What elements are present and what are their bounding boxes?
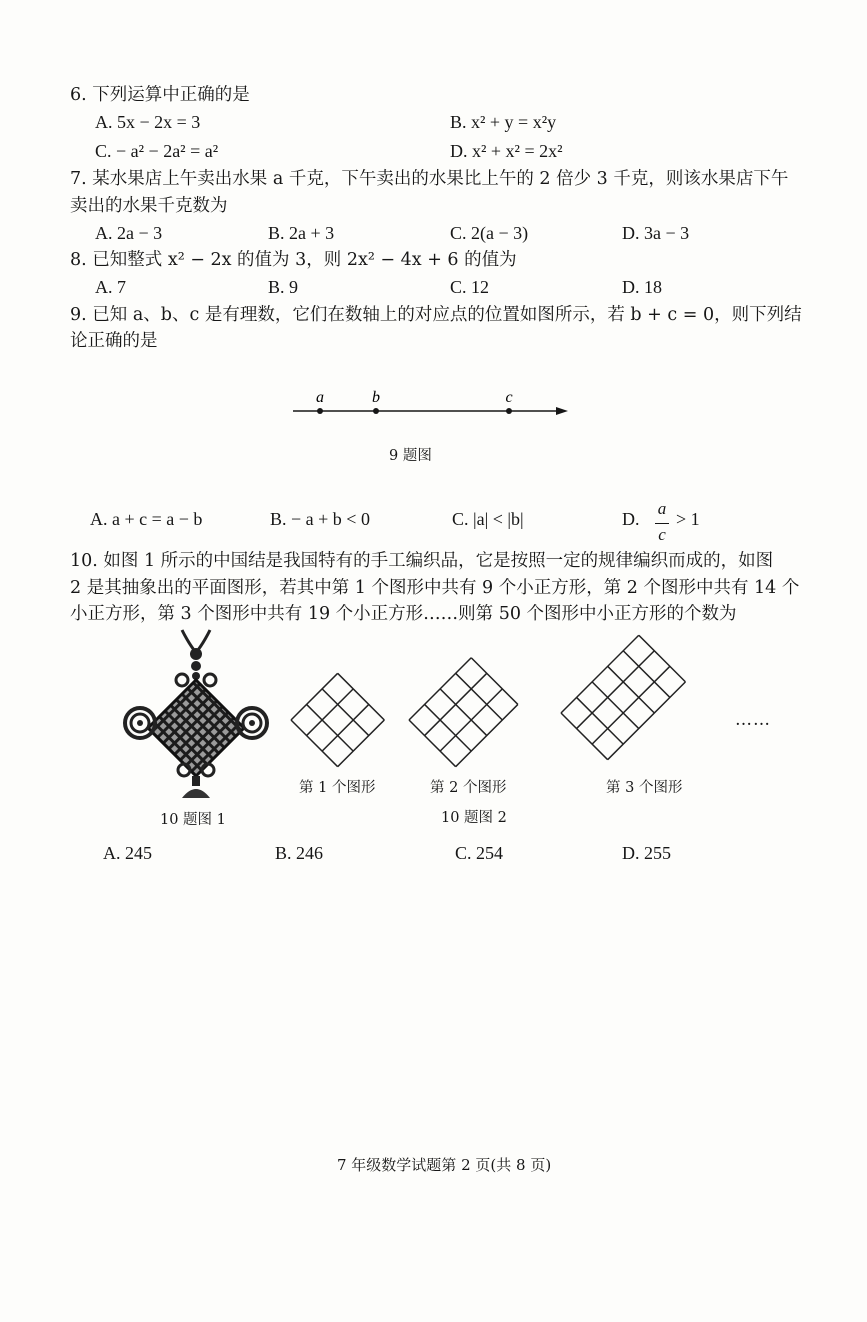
lattice-figure-2	[409, 658, 518, 767]
q8-option-a: A. 7	[95, 277, 126, 297]
q9-figure-caption: 9 题图	[389, 448, 432, 464]
label-c: c	[505, 389, 513, 406]
q6-option-a: A. 5x − 2x = 3	[95, 112, 201, 132]
lattice-line	[608, 682, 686, 760]
shape-caption-1: 第 1 个图形	[299, 780, 376, 796]
lattice-line	[561, 635, 639, 713]
point-c	[506, 408, 512, 414]
q7-option-a: A. 2a − 3	[95, 223, 163, 243]
q8-option-d: D. 18	[622, 277, 662, 297]
shape-caption-2: 第 2 个图形	[430, 780, 507, 796]
point-a	[317, 408, 323, 414]
fraction-numerator: a	[657, 499, 667, 518]
q10-option-b: B. 246	[275, 843, 324, 863]
lattice-figure-3	[561, 635, 685, 759]
q10-stem-line3: 小正方形，第 3 个图形中共有 19 个小正方形……则第 50 个图形中小正方形的个数为	[70, 604, 737, 624]
label-b: b	[372, 389, 380, 406]
page-footer: 7 年级数学试题第 2 页(共 8 页)	[337, 1156, 552, 1174]
q7-option-b: B. 2a + 3	[268, 223, 335, 243]
q9-option-c: C. |a| < |b|	[452, 509, 524, 529]
q9-stem-line2: 论正确的是	[70, 331, 158, 351]
q10-stem-line2: 2 是其抽象出的平面图形，若其中第 1 个图形中共有 9 个小正方形，第 2 个图形中共有 14 个	[70, 578, 800, 598]
ellipsis: ……	[735, 710, 771, 730]
q9-option-a: A. a + c = a − b	[90, 509, 203, 529]
q10-stem-line1: 10. 如图 1 所示的中国结是我国特有的手工编织品，它是按照一定的规律编织而成的，如图	[70, 551, 774, 571]
lattice-figures	[285, 668, 745, 758]
lattice-line	[592, 666, 670, 744]
fraction-bar	[655, 523, 669, 524]
number-line-figure	[0, 380, 867, 460]
q8-stem: 8. 已知整式 x² − 2x 的值为 3，则 2x² − 4x + 6 的值为	[70, 250, 517, 270]
lattice-figure-1	[291, 673, 384, 766]
label-a: a	[316, 389, 324, 406]
q8-option-c: C. 12	[450, 277, 490, 297]
q9-stem-line1: 9. 已知 a、b、c 是有理数，它们在数轴上的对应点的位置如图所示，若 b + c = 0，则下列结	[70, 305, 802, 325]
q6-option-b: B. x² + y = x²y	[450, 112, 557, 132]
q10-option-c: C. 254	[455, 843, 504, 863]
q10-option-a: A. 245	[103, 843, 152, 863]
chinese-knot-image	[118, 630, 278, 800]
q6-stem: 6. 下列运算中正确的是	[70, 85, 250, 105]
q9-option-d-prefix: D.	[622, 509, 640, 529]
q7-stem-line2: 卖出的水果千克数为	[70, 196, 228, 216]
shape-caption-3: 第 3 个图形	[606, 780, 683, 796]
q6-option-d: D. x² + x² = 2x²	[450, 141, 563, 161]
q7-option-c: C. 2(a − 3)	[450, 223, 529, 243]
q10-option-d: D. 255	[622, 843, 671, 863]
number-line-arrow	[556, 407, 568, 415]
q8-option-b: B. 9	[268, 277, 299, 297]
q7-option-d: D. 3a − 3	[622, 223, 690, 243]
lattice-line	[577, 651, 655, 729]
q10-figure2-caption: 10 题图 2	[441, 810, 507, 826]
fraction-denominator: c	[658, 525, 666, 544]
q6-option-c: C. − a² − 2a² = a²	[95, 141, 219, 161]
q7-stem-line1: 7. 某水果店上午卖出水果 a 千克，下午卖出的水果比上午的 2 倍少 3 千克，则该水果店下午	[70, 169, 789, 189]
q10-figure1-caption: 10 题图 1	[160, 812, 226, 828]
q9-option-d-suffix: > 1	[676, 509, 700, 529]
point-b	[373, 408, 379, 414]
q9-option-b: B. − a + b < 0	[270, 509, 370, 529]
